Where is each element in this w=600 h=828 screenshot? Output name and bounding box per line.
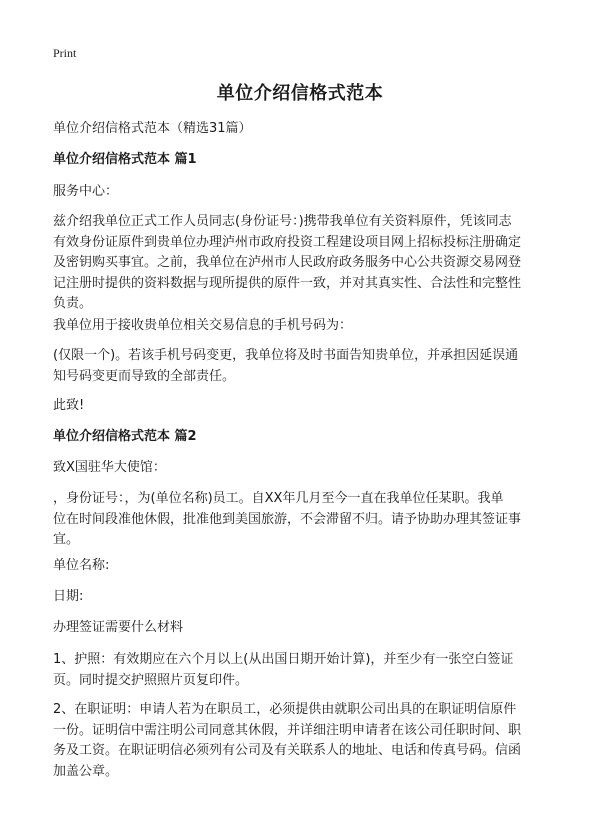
section-2-body: [53, 489, 553, 551]
document-title: 单位介绍信格式范本: [216, 83, 384, 104]
section-1-phone-note: [53, 346, 553, 387]
document-subtitle: 单位介绍信格式范本（精选31篇）: [53, 121, 252, 136]
material-item-2: [53, 700, 553, 782]
material-item-line: 页。同时提交护照照片页复印件。: [53, 672, 249, 688]
body-line: 有效身份证原件到贵单位办理泸州市政府投资工程建设项目网上招标投标注册确定: [53, 234, 522, 250]
section-1-body: [53, 212, 553, 315]
date-label: 日期:: [53, 589, 84, 604]
body-line: ，身份证号：，为(单位名称)员工。自XX年几月至今一直在我单位任某职。我单: [53, 491, 504, 506]
material-item-line: 一份。证明信中需注明公司同意其休假，并详细注明申请者在该公司任职时间、职: [53, 722, 522, 738]
material-item-1: [53, 650, 553, 691]
body-line: 记注册时提供的资料数据与现所提供的原件一致，并对其真实性、合法性和完整性: [53, 275, 522, 291]
material-item-line: 2、在职证明：申请人若为在职员工，必须提供由就职公司出具的在职证明信原件: [53, 702, 517, 717]
unit-name-label: 单位名称:: [53, 558, 110, 573]
body-line: 兹介绍我单位正式工作人员同志(身份证号：)携带我单位有关资料原件，凭该同志: [53, 214, 512, 229]
phone-note-line: 知号码变更而导致的全部责任。: [53, 368, 236, 384]
print-label: Print: [53, 46, 77, 60]
body-line: 负责。: [53, 296, 93, 311]
material-item-line: 1、护照：有效期应在六个月以上(从出国日期开始计算)，并至少有一张空白签证: [53, 652, 514, 667]
section-1-greeting: 服务中心：: [53, 184, 119, 199]
materials-title: 办理签证需要什么材料: [53, 620, 184, 635]
body-line: 及密钥购买事宜。之前，我单位在泸州市人民政府政务服务中心公共资源交易网登: [53, 255, 522, 270]
section-2-heading: 单位介绍信格式范本 篇2: [53, 429, 197, 444]
section-2-greeting: 致X国驻华大使馆：: [53, 460, 166, 475]
phone-note-line: (仅限一个)。若该手机号码变更，我单位将及时书面告知贵单位，并承担因延误通: [53, 348, 519, 363]
material-item-line: 务及工资。在职证明信必须列有公司及有关联系人的地址、电话和传真号码。信函: [53, 743, 522, 758]
section-1-phone-line: 我单位用于接收贵单位相关交易信息的手机号码为：: [53, 318, 353, 333]
body-line: 宜。: [53, 532, 80, 547]
section-1-heading: 单位介绍信格式范本 篇1: [53, 152, 197, 167]
body-line: 位在时间段准他休假，批准他到美国旅游，不会滞留不归。请予协助办理其签证事: [53, 511, 522, 527]
material-item-line: 加盖公章。: [53, 763, 119, 779]
section-1-closing: 此致!: [53, 398, 85, 413]
